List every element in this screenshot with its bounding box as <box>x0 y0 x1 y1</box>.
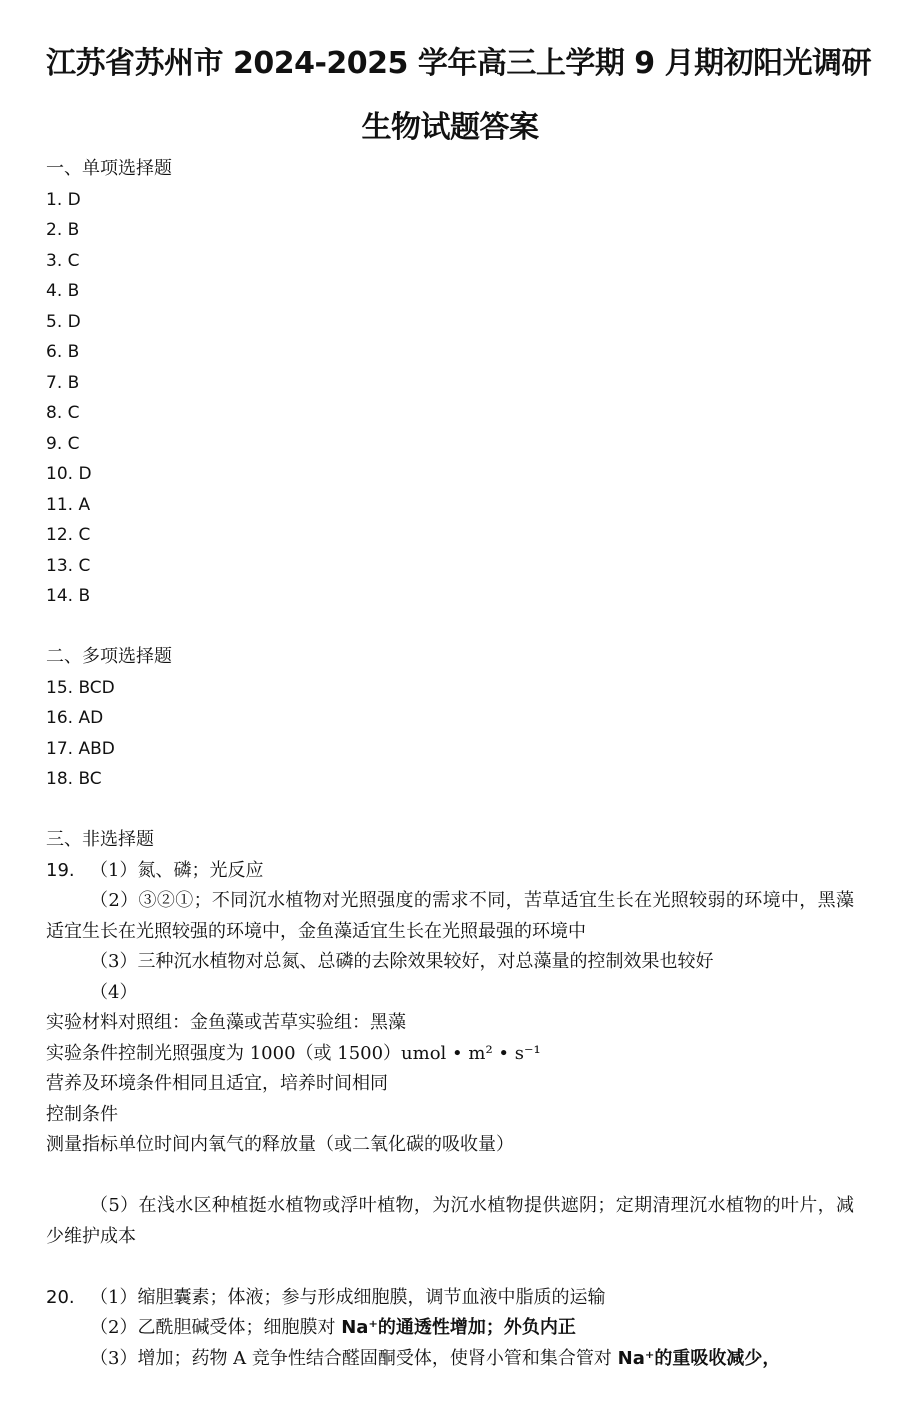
q19-part-4-line: 实验材料对照组：金鱼藻或苦草实验组：黑藻 <box>46 1012 406 1033</box>
q19-part-4-line: 实验条件控制光照强度为 1000（或 1500）umol • m² • s⁻¹ <box>46 1042 541 1064</box>
question-number: 19. <box>46 859 75 881</box>
q19-part-4-line: 控制条件 <box>46 1103 118 1125</box>
question-20 <box>46 1283 854 1375</box>
q20-part-3 <box>46 1344 854 1375</box>
spacer <box>46 795 854 826</box>
answer-item: 3. C <box>46 250 80 271</box>
answer-item: 17. ABD <box>46 738 115 759</box>
q19-line-1 <box>46 856 854 887</box>
section-non-choice-heading: 三、非选择题 <box>46 829 154 850</box>
single-choice-answer-list <box>46 185 854 612</box>
spacer <box>46 1252 854 1283</box>
answer-item: 10. D <box>46 464 92 484</box>
answer-item: 11. A <box>46 494 91 515</box>
spacer <box>46 612 854 643</box>
q19-part-1: （1）氮、磷；光反应 <box>90 859 264 881</box>
q19-part-4: （4） <box>90 981 138 1003</box>
q20-part-2-text: （2）乙酰胆碱受体；细胞膜对 <box>90 1317 342 1338</box>
q20-part-2 <box>46 1313 854 1344</box>
answer-item: 8. C <box>46 403 80 423</box>
answer-item: 9. C <box>46 433 80 454</box>
q20-line-1 <box>46 1283 854 1314</box>
answer-item: 7. B <box>46 372 80 393</box>
question-19 <box>46 856 854 1253</box>
q19-part-5: （5）在浅水区种植挺水植物或浮叶植物，为沉水植物提供遮阴；定期清理沉水植物的叶片，减少维护成本 <box>46 1195 854 1247</box>
answer-item: 1. D <box>46 189 81 210</box>
question-number: 20. <box>46 1286 75 1308</box>
answer-item: 6. B <box>46 342 80 362</box>
answer-item: 13. C <box>46 555 91 576</box>
q20-part-1: （1）缩胆囊素；体液；参与形成细胞膜，调节血液中脂质的运输 <box>90 1286 606 1308</box>
answer-item: 12. C <box>46 525 91 545</box>
answer-item: 18. BC <box>46 769 102 789</box>
q19-part-2: （2）③②①；不同沉水植物对光照强度的需求不同，苦草适宜生长在光照较弱的环境中，黑藻适宜生长在光照较强的环境中，金鱼藻适宜生长在光照最强的环境中 <box>46 890 854 942</box>
section-multiple-choice-heading: 二、多项选择题 <box>46 646 172 667</box>
q20-part-2-bold: Na⁺的通透性增加；外负内正 <box>341 1317 576 1338</box>
q19-part-4-line: 测量指标单位时间内氧气的释放量（或二氧化碳的吸收量） <box>46 1134 514 1155</box>
multiple-choice-answer-list <box>46 673 854 795</box>
document-subtitle: 生物试题答案 <box>361 110 539 145</box>
answer-item: 4. B <box>46 281 80 301</box>
q19-part-4-line: 营养及环境条件相同且适宜，培养时间相同 <box>46 1073 388 1094</box>
q20-part-3-bold: Na⁺的重吸收减少， <box>617 1347 781 1369</box>
answer-item: 16. AD <box>46 708 104 728</box>
q19-part-3: （3）三种沉水植物对总氮、总磷的去除效果较好，对总藻量的控制效果也较好 <box>90 951 714 972</box>
answer-item: 2. B <box>46 220 80 240</box>
answer-item: 14. B <box>46 586 91 606</box>
answer-item: 5. D <box>46 311 81 332</box>
spacer <box>46 1161 854 1192</box>
q20-part-3-text: （3）增加；药物 A 竞争性结合醛固酮受体，使肾小管和集合管对 <box>90 1347 618 1369</box>
section-single-choice-heading: 一、单项选择题 <box>46 158 172 179</box>
document-title: 江苏省苏州市 2024-2025 学年高三上学期 9 月期初阳光调研 <box>46 46 872 81</box>
answer-item: 15. BCD <box>46 677 115 698</box>
